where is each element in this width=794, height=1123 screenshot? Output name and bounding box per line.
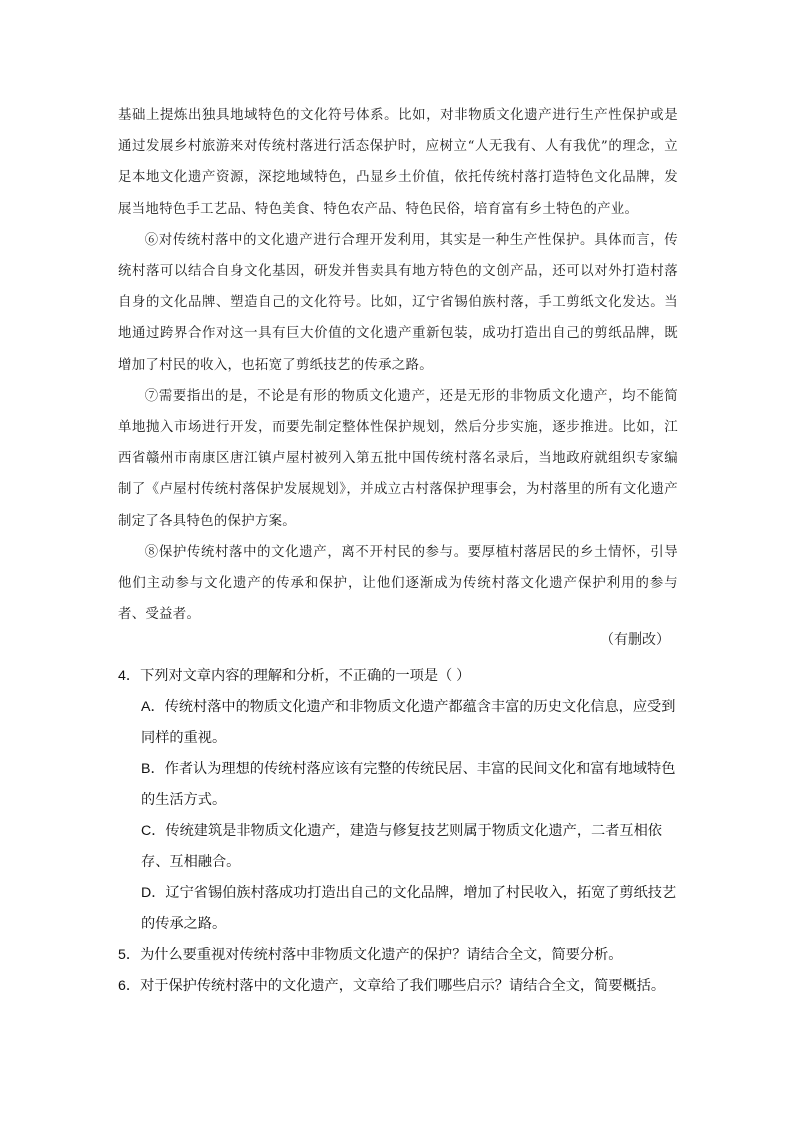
questions-section [118, 661, 678, 1002]
question-6: 6．对于保护传统村落中的文化遗产，文章给了我们哪些启示？请结合全文，简要概括。 [118, 978, 666, 994]
question-5: 5．为什么要重视对传统村落中非物质文化遗产的保护？请结合全文，简要分析。 [118, 947, 623, 963]
article-paragraph-6: ⑥对传统村落中的文化遗产进行合理开发利用，其实是一种生产性保护。具体而言，传统村落可以结合自身文化基因，研发并售卖具有地方特色的文创产品，还可以对外打造村落自身的文化品牌、塑造自己的文化符号。比如，辽宁省锡伯族村落，手工剪纸文化发达。当地通过跨界合作对这一具有巨大价值的文化遗产重新包装，成功打造出自己的剪纸品牌，既增加了村民的收入，也拓宽了剪纸技艺的传承之路。 [118, 232, 678, 373]
article-body [118, 100, 678, 630]
question-4-option-c: C．传统建筑是非物质文化遗产，建造与修复技艺则属于物质文化遗产，二者互相依存、互相融合。 [141, 823, 662, 870]
article-paragraph-5-continued: 基础上提炼出独具地域特色的文化符号体系。比如，对非物质文化遗产进行生产性保护或是通过发展乡村旅游来对传统村落进行活态保护时，应树立“人无我有、人有我优”的理念，立足本地文化遗产资源，深挖地域特色，凸显乡土价值，依托传统村落打造特色文化品牌，发展当地特色手工艺品、特色美食、特色农产品、特色民俗，培育富有乡土特色的产业。 [118, 108, 678, 217]
question-4-stem: 4．下列对文章内容的理解和分析，不正确的一项是（ ） [118, 668, 471, 684]
question-4-option-a: A．传统村落中的物质文化遗产和非物质文化遗产都蕴含丰富的历史文化信息，应受到同样的重视。 [141, 699, 676, 746]
article-paragraph-8: ⑧保护传统村落中的文化遗产，离不开村民的参与。要厚植村落居民的乡土情怀，引导他们主动参与文化遗产的传承和保护，让他们逐渐成为传统村落文化遗产保护利用的参与者、受益者。 [118, 544, 678, 623]
article-paragraph-7: ⑦需要指出的是，不论是有形的物质文化遗产，还是无形的非物质文化遗产，均不能简单地抛入市场进行开发，而要先制定整体性保护规划，然后分步实施，逐步推进。比如，江西省赣州市南康区唐江镇卢屋村被列入第五批中国传统村落名录后，当地政府就组织专家编制了《卢屋村传统村落保护发展规划》，并成立古村落保护理事会，为村落里的所有文化遗产制定了各具特色的保护方案。 [118, 388, 678, 529]
source-note: （有删改） [600, 631, 670, 647]
question-4-option-d: D．辽宁省锡伯族村落成功打造出自己的文化品牌，增加了村民收入，拓宽了剪纸技艺的传承之路。 [141, 885, 677, 932]
question-4-option-b: B．作者认为理想的传统村落应该有完整的传统民居、丰富的民间文化和富有地域特色的生活方式。 [141, 761, 676, 808]
